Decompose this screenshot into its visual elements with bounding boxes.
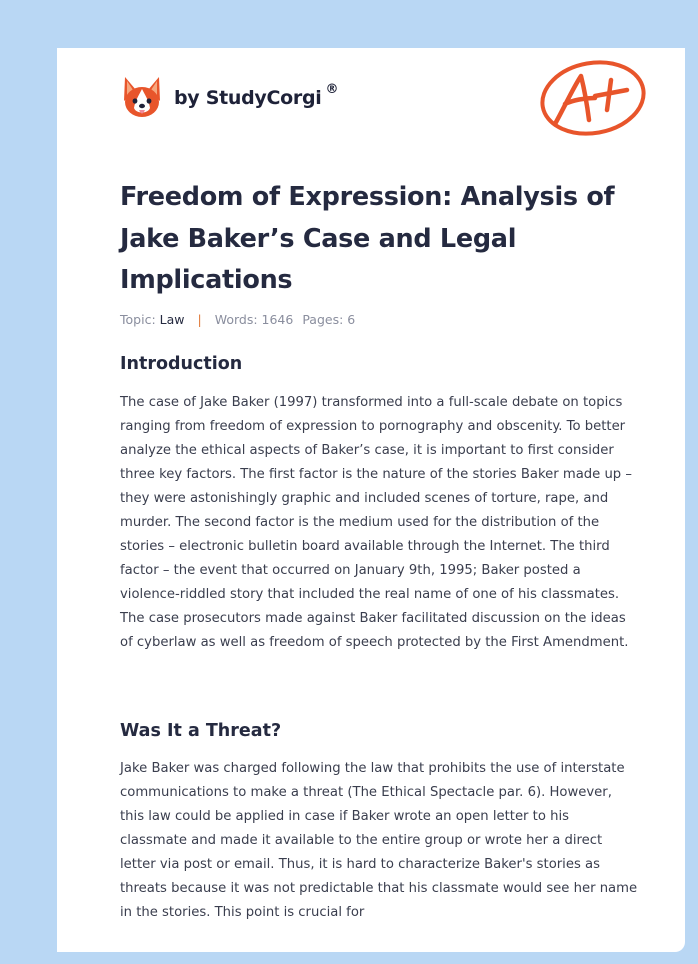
document-title: Freedom of Expression: Analysis of Jake Baker’s Case and Legal Implications bbox=[120, 182, 615, 295]
document-meta bbox=[120, 312, 355, 327]
document-page bbox=[57, 48, 685, 952]
section-heading-threat: Was It a Threat? bbox=[120, 721, 282, 741]
section-text-threat: Jake Baker was charged following the law that prohibits the use of interstate communications to make a threat (The Ethical Spectacle par. 6). However, this law could be applied in case if Baker wrote an open letter to his classmate and made it available to the entire group or wrote her a direct letter via post or email. Thus, it is hard to characterize Baker's stories as threats because it was not predictable that his classmate would see her name in the stories. This point is crucial for bbox=[120, 761, 638, 920]
word-count: Words: 1646 bbox=[214, 312, 294, 327]
corgi-logo-icon bbox=[121, 75, 163, 119]
brand-name: by StudyCorgi bbox=[174, 87, 322, 109]
section-heading-introduction: Introduction bbox=[120, 354, 243, 374]
section-text-introduction: The case of Jake Baker (1997) transformed into a full-scale debate on topics ranging from freedom of expression to pornography and obscenity. To better analyze the ethical aspects of Baker’s case, it is important to first consider three key factors. The first factor is the nature of the stories Baker made up – they were astonishingly graphic and included scenes of torture, rape, and murder. The second factor is the medium used for the distribution of the stories – electronic bulletin board available through the Internet. The third factor – the event that occurred on January 9th, 1995; Baker posted a violence-riddled story that included the real name of one of his classmates. The case prosecutors made against Baker facilitated discussion on the ideas of cyberlaw as well as freedom of speech protected by the First Amendment. bbox=[120, 395, 632, 650]
topic-label: Topic: bbox=[120, 312, 156, 327]
topic-link[interactable]: Law bbox=[159, 312, 185, 327]
a-plus-grade-icon bbox=[537, 58, 649, 142]
page-count: Pages: 6 bbox=[302, 312, 356, 327]
brand-header[interactable] bbox=[121, 75, 338, 119]
meta-separator: | bbox=[197, 312, 202, 327]
registered-mark: ® bbox=[325, 81, 339, 97]
